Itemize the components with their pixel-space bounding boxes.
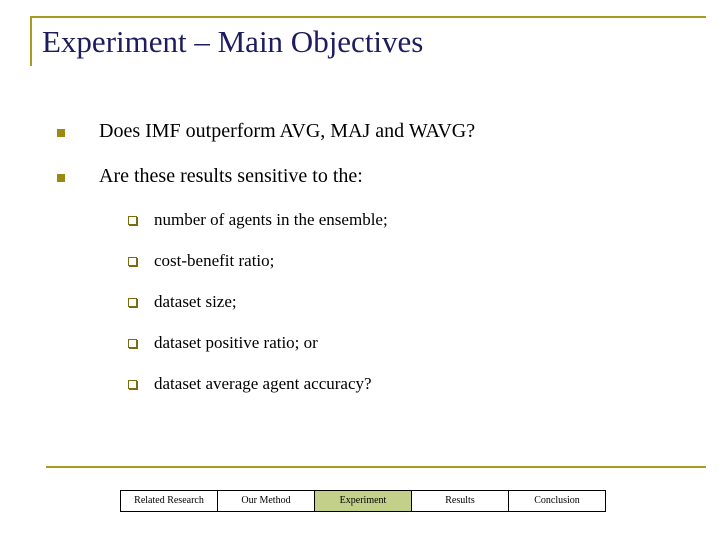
hollow-square-bullet-icon	[128, 380, 137, 389]
hollow-square-bullet-icon	[128, 339, 137, 348]
sub-bullet-text: dataset size;	[154, 292, 237, 311]
sub-bullet-text: number of agents in the ensemble;	[154, 210, 388, 229]
square-bullet-icon	[57, 174, 65, 182]
left-rule	[30, 16, 32, 66]
bullet-text: Does IMF outperform AVG, MAJ and WAVG?	[99, 120, 476, 142]
sub-bullet-text: dataset positive ratio; or	[154, 333, 318, 352]
bottom-rule	[46, 466, 706, 468]
top-rule	[30, 16, 706, 18]
nav-experiment[interactable]: Experiment	[315, 491, 412, 511]
nav-related-research[interactable]: Related Research	[121, 491, 218, 511]
slide-title: Experiment – Main Objectives	[42, 24, 424, 59]
sub-bullet-text: cost-benefit ratio;	[154, 251, 275, 270]
bullet-text: Are these results sensitive to the:	[99, 165, 363, 187]
sub-bullet-text: dataset average agent accuracy?	[154, 374, 372, 393]
nav-results[interactable]: Results	[412, 491, 509, 511]
section-nav-bar	[120, 490, 606, 512]
nav-our-method[interactable]: Our Method	[218, 491, 315, 511]
hollow-square-bullet-icon	[128, 216, 137, 225]
hollow-square-bullet-icon	[128, 298, 137, 307]
nav-conclusion[interactable]: Conclusion	[509, 491, 605, 511]
hollow-square-bullet-icon	[128, 257, 137, 266]
square-bullet-icon	[57, 129, 65, 137]
